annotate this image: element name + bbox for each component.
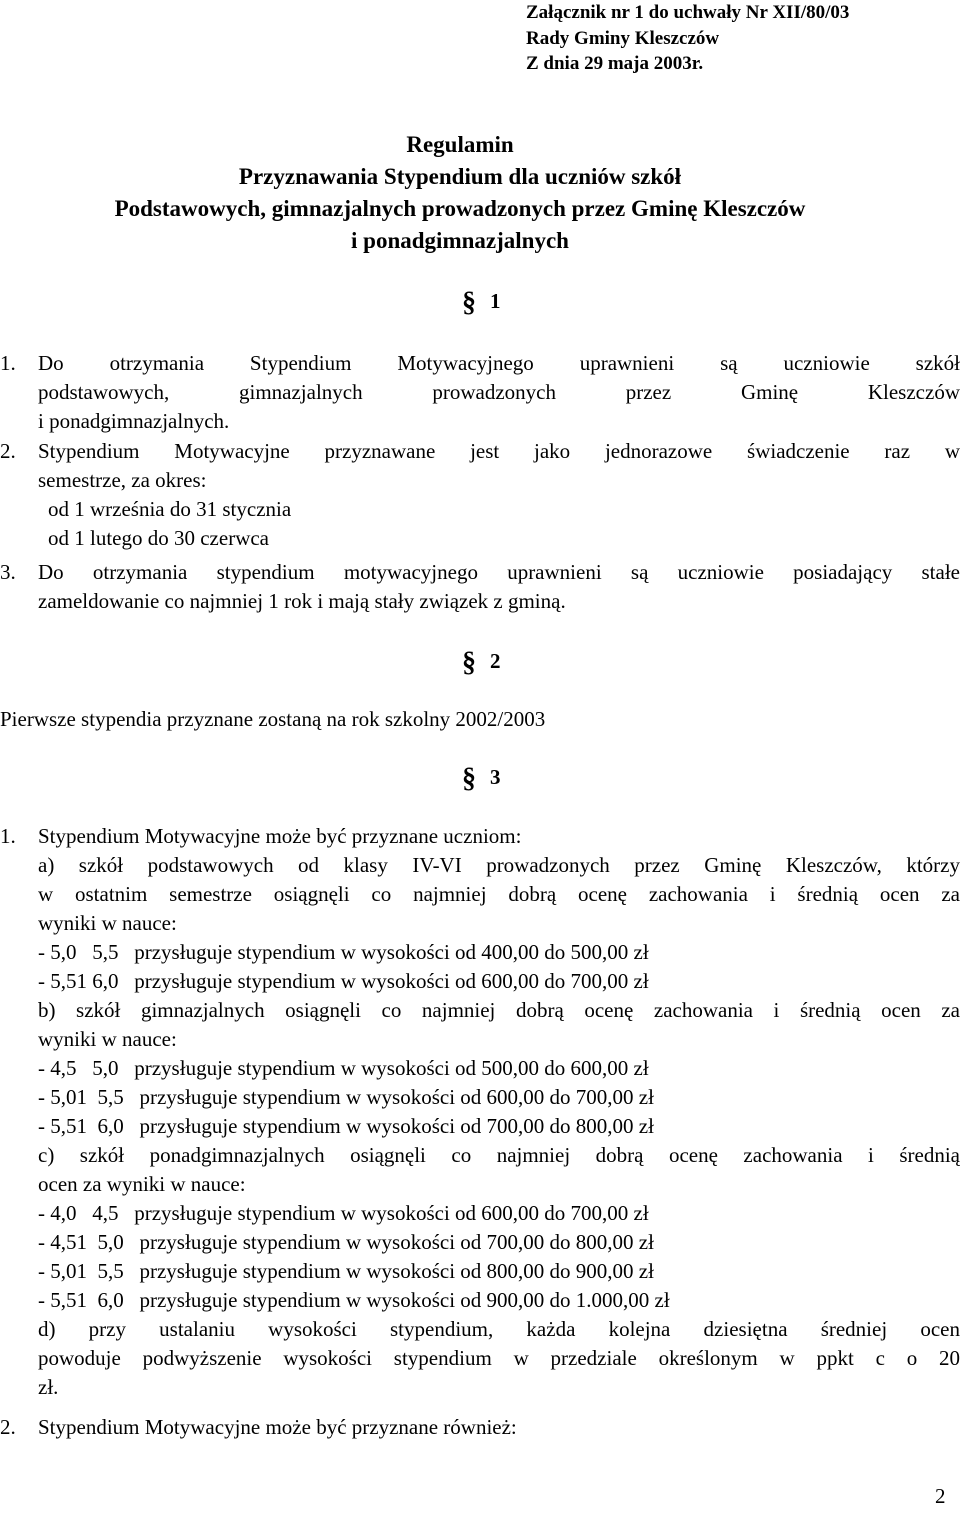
grade-range-line: - 4,0 4,5 przysługuje stypendium w wysokości od 600,00 do 700,00 zł	[38, 1201, 649, 1225]
paragraph-line: Do otrzymania stypendium motywacyjnego uprawnieni są uczniowie posiadający stałe	[38, 560, 960, 584]
section1-item1	[0, 349, 960, 436]
subpoint-b-line: b) szkół gimnazjalnych osiągnęli co najmniej dobrą ocenę zachowania i średnią ocen za	[38, 998, 960, 1022]
paragraph-line: Stypendium Motywacyjne może być przyznane uczniom:	[38, 824, 522, 848]
subpoint-d-line: zł.	[38, 1375, 59, 1399]
subpoint-a-line: a) szkół podstawowych od klasy IV-VI prowadzonych przez Gminę Kleszczów, którzy	[38, 853, 960, 877]
header-line: Załącznik nr 1 do uchwały Nr XII/80/03	[526, 2, 850, 23]
item-number: 2.	[0, 1415, 16, 1439]
section-sign: §	[462, 763, 476, 794]
section3-item1	[0, 822, 960, 1402]
document-title	[0, 129, 920, 257]
subpoint-d-line: powoduje podwyższenie wysokości stypendium w przedziale określonym w ppkt c o 20	[38, 1346, 960, 1370]
subpoint-d-line: d) przy ustalaniu wysokości stypendium, każda kolejna dziesiętna średniej ocen	[38, 1317, 960, 1341]
subpoint-a-line: wyniki w nauce:	[38, 911, 177, 935]
title-line: i ponadgimnazjalnych	[351, 228, 569, 253]
item-number: 2.	[0, 439, 16, 463]
item-number: 1.	[0, 824, 16, 848]
title-line: Regulamin	[406, 132, 514, 157]
subpoint-c-line: ocen za wyniki w nauce:	[38, 1172, 246, 1196]
period-line: od 1 września do 31 stycznia	[48, 497, 292, 521]
section-heading-3	[462, 763, 501, 793]
paragraph-line: Do otrzymania Stypendium Motywacyjnego uprawnieni są uczniowie szkół	[38, 351, 960, 375]
section3-item2	[0, 1413, 960, 1442]
section1-item2	[0, 437, 960, 553]
paragraph-line: zameldowanie co najmniej 1 rok i mają stały związek z gminą.	[38, 589, 566, 613]
header-line: Z dnia 29 maja 2003r.	[526, 53, 704, 74]
grade-range-line: - 5,51 6,0 przysługuje stypendium w wysokości od 700,00 do 800,00 zł	[38, 1114, 654, 1138]
page-number: 2	[935, 1484, 946, 1508]
section-number: 2	[490, 649, 501, 673]
paragraph-line: podstawowych, gimnazjalnych prowadzonych przez Gminę Kleszczów	[38, 380, 960, 404]
title-line: Przyznawania Stypendium dla uczniów szkół	[238, 164, 682, 189]
grade-range-line: - 4,5 5,0 przysługuje stypendium w wysokości od 500,00 do 600,00 zł	[38, 1056, 649, 1080]
title-line: Podstawowych, gimnazjalnych prowadzonych przez Gminę Kleszczów	[114, 196, 806, 221]
section-sign: §	[462, 287, 476, 318]
subpoint-b-line: wyniki w nauce:	[38, 1027, 177, 1051]
item-number: 1.	[0, 351, 16, 375]
section-heading-1	[462, 287, 501, 317]
paragraph-line: semestrze, za okres:	[38, 468, 207, 492]
grade-range-line: - 5,51 6,0 przysługuje stypendium w wysokości od 900,00 do 1.000,00 zł	[38, 1288, 670, 1312]
section-number: 1	[490, 289, 501, 313]
grade-range-line: - 5,01 5,5 przysługuje stypendium w wysokości od 600,00 do 700,00 zł	[38, 1085, 654, 1109]
section-number: 3	[490, 765, 501, 789]
grade-range-line: - 4,51 5,0 przysługuje stypendium w wysokości od 700,00 do 800,00 zł	[38, 1230, 654, 1254]
paragraph-line: i ponadgimnazjalnych.	[38, 409, 230, 433]
paragraph-line: Stypendium Motywacyjne przyznawane jest jako jednorazowe świadczenie raz w	[38, 439, 960, 463]
grade-range-line: - 5,0 5,5 przysługuje stypendium w wysokości od 400,00 do 500,00 zł	[38, 940, 649, 964]
grade-range-line: - 5,51 6,0 przysługuje stypendium w wysokości od 600,00 do 700,00 zł	[38, 969, 649, 993]
section2-text: Pierwsze stypendia przyznane zostaną na rok szkolny 2002/2003	[0, 707, 546, 731]
subpoint-c-line: c) szkół ponadgimnazjalnych osiągnęli co najmniej dobrą ocenę zachowania i średnią	[38, 1143, 960, 1167]
header-line: Rady Gminy Kleszczów	[526, 27, 720, 49]
period-line: od 1 lutego do 30 czerwca	[48, 526, 270, 550]
item-number: 3.	[0, 560, 16, 584]
section-sign: §	[462, 647, 476, 678]
paragraph-line: Stypendium Motywacyjne może być przyznane również:	[38, 1415, 517, 1439]
section-heading-2	[462, 647, 501, 677]
attachment-header	[526, 0, 849, 77]
subpoint-a-line: w ostatnim semestrze osiągnęli co najmniej dobrą ocenę zachowania i średnią ocen za	[38, 882, 960, 906]
grade-range-line: - 5,01 5,5 przysługuje stypendium w wysokości od 800,00 do 900,00 zł	[38, 1259, 654, 1283]
section1-item3	[0, 558, 960, 616]
